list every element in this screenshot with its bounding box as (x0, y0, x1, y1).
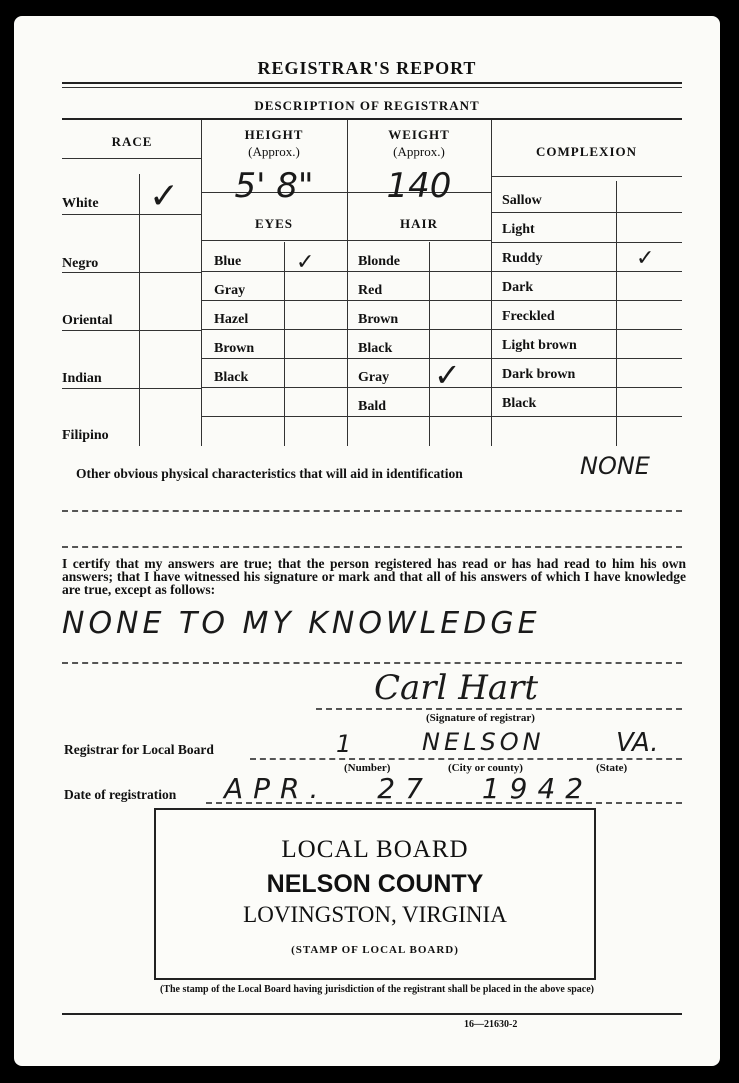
state-caption: (State) (596, 762, 628, 774)
stamp-caption: (STAMP OF LOCAL BOARD) (291, 944, 459, 956)
hair-label: Brown (358, 312, 399, 327)
characteristics-label: Other obvious physical characteristics that will aid in identification (76, 466, 463, 481)
form-number: 16—21630-2 (464, 1019, 518, 1030)
registration-date: APR. 27 1942 (224, 772, 594, 805)
stamp-line-2: NELSON COUNTY (266, 870, 484, 898)
stamp-line-3: LOVINGSTON, VIRGINIA (243, 902, 507, 927)
registrar-for-label: Registrar for Local Board (64, 742, 214, 757)
height-header: HEIGHT (244, 127, 304, 142)
race-check-mark: ✓ (149, 176, 180, 217)
board-state: VA. (616, 728, 659, 758)
hair-label: Bald (358, 399, 387, 414)
eyes-check-mark: ✓ (296, 250, 315, 275)
date-label: Date of registration (64, 787, 177, 802)
race-label: Oriental (62, 313, 113, 328)
hair-label: Black (358, 341, 393, 356)
weight-value: 140 (386, 166, 452, 206)
board-city: NELSON (422, 728, 545, 756)
race-label: Negro (62, 256, 99, 271)
complexion-label: Ruddy (502, 251, 543, 266)
footer-rule (62, 1013, 682, 1015)
city-caption: (City or county) (448, 762, 523, 774)
race-label: Filipino (62, 428, 109, 443)
race-header: RACE (111, 134, 153, 149)
complexion-label: Light brown (502, 338, 577, 353)
number-caption: (Number) (344, 762, 391, 774)
weight-subheader: (Approx.) (393, 144, 445, 159)
eyes-label: Gray (214, 283, 246, 298)
eyes-label: Blue (214, 254, 242, 269)
hair-header: HAIR (400, 216, 438, 231)
hair-label: Gray (358, 370, 390, 385)
height-value: 5' 8" (234, 166, 314, 206)
hair-label: Red (358, 283, 383, 298)
section-rule (62, 118, 682, 120)
hair-check-mark: ✓ (434, 356, 461, 394)
certify-text: I certify that my answers are true; that the person registered has read or has had read to him his own answers; that I have witnessed his signature or mark and that all of his answers of which I have knowledge are true, except as follows: (62, 556, 686, 597)
complexion-header: COMPLEXION (536, 144, 637, 159)
registration-card (14, 16, 720, 1066)
eyes-label: Brown (214, 341, 255, 356)
height-subheader: (Approx.) (248, 144, 300, 159)
complexion-label: Dark brown (502, 367, 576, 382)
section-title: DESCRIPTION OF REGISTRANT (254, 98, 480, 113)
board-number: 1 (336, 730, 352, 758)
stamp-note: (The stamp of the Local Board having jurisdiction of the registrant shall be placed in the above space) (160, 984, 594, 995)
race-label: White (62, 196, 99, 211)
title-rule-2 (62, 87, 682, 88)
race-label: Indian (62, 371, 102, 386)
characteristics-value: NONE (580, 452, 650, 480)
complexion-check-mark: ✓ (636, 246, 655, 271)
eyes-header: EYES (255, 216, 293, 231)
weight-header: WEIGHT (388, 127, 450, 142)
signature-caption: (Signature of registrar) (426, 712, 535, 724)
complexion-label: Black (502, 396, 537, 411)
eyes-label: Black (214, 370, 249, 385)
hair-label: Blonde (358, 254, 401, 269)
title-rule (62, 82, 682, 84)
stamp-box (154, 808, 596, 980)
complexion-label: Sallow (502, 193, 542, 208)
complexion-label: Light (502, 222, 535, 237)
report-title: REGISTRAR'S REPORT (257, 58, 477, 78)
complexion-label: Dark (502, 280, 534, 295)
stamp-line-1: LOCAL BOARD (281, 836, 469, 863)
registrar-signature: Carl Hart (374, 668, 539, 708)
exceptions-value: NONE TO MY KNOWLEDGE (62, 606, 541, 641)
complexion-label: Freckled (502, 309, 555, 324)
eyes-label: Hazel (214, 312, 249, 327)
